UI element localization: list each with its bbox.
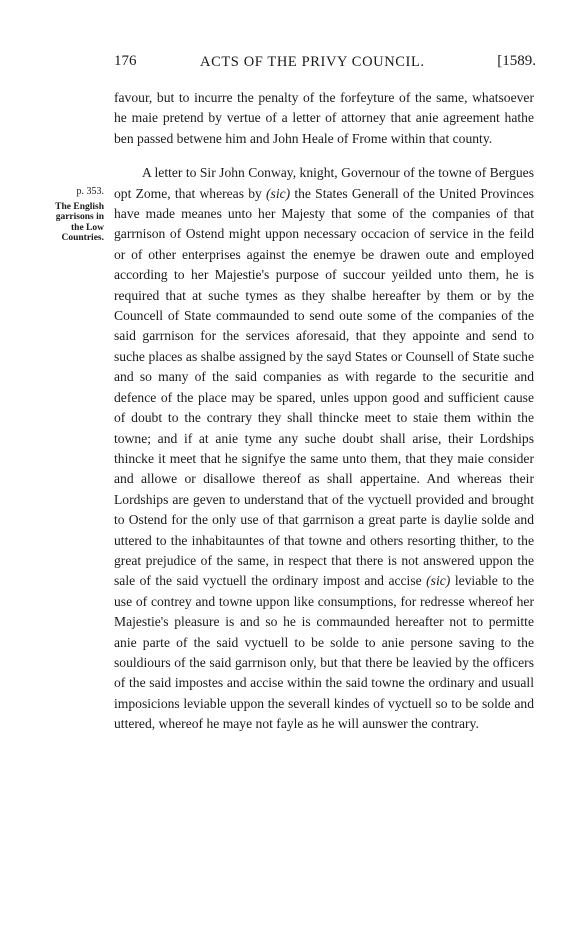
running-title: ACTS OF THE PRIVY COUNCIL. bbox=[200, 54, 425, 70]
sic-annotation: (sic) bbox=[266, 185, 291, 201]
margin-note bbox=[52, 187, 104, 244]
margin-page-reference: p. 353. bbox=[76, 186, 104, 197]
continuation-paragraph: favour, but to incurre the penalty of the forfeyture of the same, whatsoever he maie pretend by vertue of a letter of attorney that anie agreement hathe ben passed betwene him and John Heale of Frome within that county. bbox=[114, 90, 534, 146]
page-number: 176 bbox=[114, 53, 137, 69]
margin-note-text: The English garrisons in the Low Countries. bbox=[55, 201, 104, 243]
letter-text-part-3: leviable to the use of contrey and towne uppon like consumptions, for redresse whereof her Majestie's pleasure is and so he is commaunded hereafter not to permitte anie parte of the said vyctuell to be solde to anie persone saving to the souldiours of the said garrnison only, but that there be leavied by the officers of the said impostes and accise within the said towne the ordinary and usuall imposicions leviable uppon the severall kindes of vyctuell so to be solde and uttered, whereof he maye not fayle as he will aunswer the contrary. bbox=[114, 573, 534, 732]
header-year: [1589. bbox=[497, 53, 536, 69]
body-text bbox=[114, 88, 534, 735]
letter-text-part-2: the States Generall of the United Provinces have made meanes unto her Majesty that some of the companies of that garrnison of Ostend might uppon necessary occacion of service in the feild or of other enterprises against the enemye be drawen oute and employed according to her Majestie's purpose of succour yeilded unto them, he is required that at suche tymes as they shalbe hereafter by them or by the Councell of State commaunded to send oute some of the companies of the said garrnison for the services aforesaid, that they appointe and send to suche places as shalbe assigned by the sayd States or Counsell of State suche and so many of the said companies as with regarde to the securitie and defence of the place may be spared, unles uppon good and sufficient cause of doubt to the contrary they shall thincke meet to staie them within the towne; and if at anie tyme any suche doubt shall arise, their Lordships thincke it meet that he signifye the same unto them, that they maie consider and allowe or disallowe thereof as shall appertaine. And whereas their Lordships are geven to understand that of the vyctuell provided and brought to Ostend for the only use of that garrnison a great parte is daylie solde and uttered to the inhabitauntes of that towne and others resorting thither, to the great prejudice of the same, in respect that there is not answered uppon the sale of the said vyctuell the ordinary impost and accise bbox=[114, 185, 534, 589]
letter-paragraph bbox=[114, 163, 534, 734]
sic-annotation: (sic) bbox=[426, 573, 451, 589]
running-header bbox=[114, 53, 536, 79]
letter-text-part-1: A letter to Sir John Conway, knight, Governour of the towne of Bergues opt Zome, that whereas by bbox=[114, 165, 534, 201]
